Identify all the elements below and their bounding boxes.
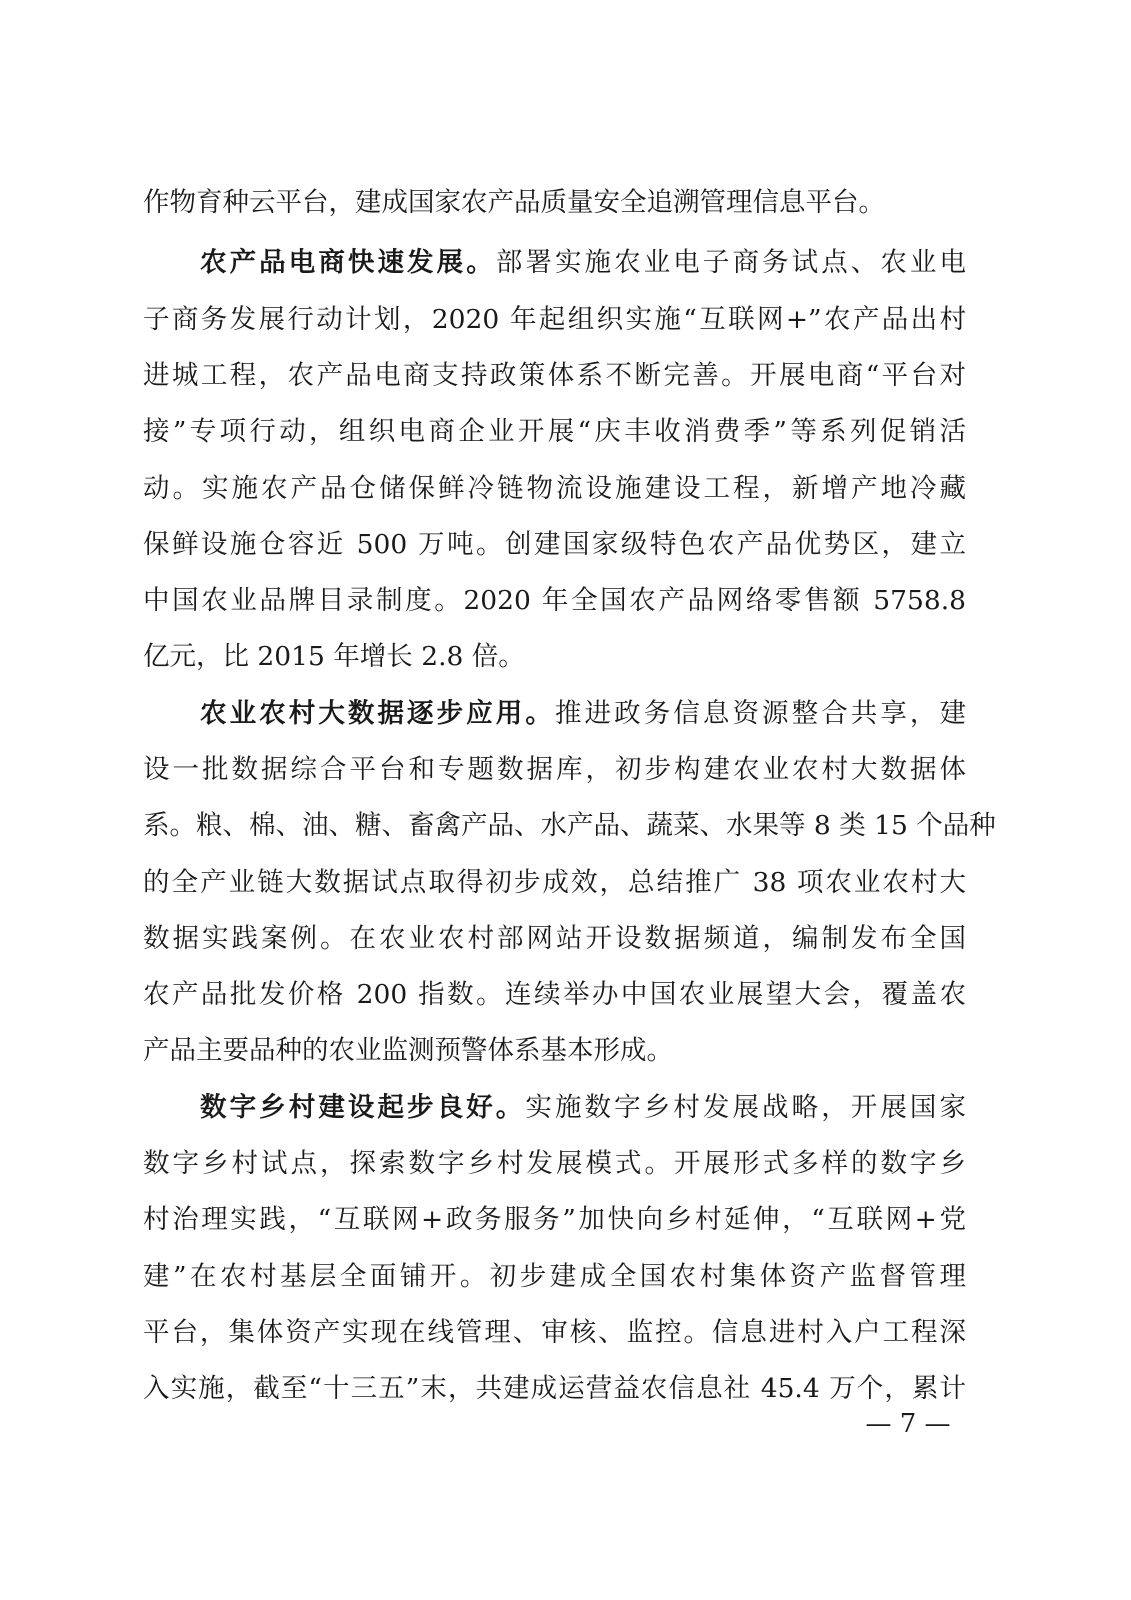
body-text-line: 建”在农村基层全面铺开。初步建成全国农村集体资产监督管理 <box>143 1261 966 1292</box>
body-text-line: 村治理实践，“互联网+政务服务”加快向乡村延伸，“互联网+党 <box>143 1204 966 1235</box>
section-first-line <box>200 240 966 286</box>
section-first-line <box>200 691 966 737</box>
body-text-line: 农产品批发价格 200 指数。连续举办中国农业展望大会，覆盖农 <box>143 979 966 1010</box>
body-text-line: 产品主要品种的农业监测预警体系基本形成。 <box>143 1035 673 1066</box>
section-lead-heading: 农产品电商快速发展。 <box>200 247 496 278</box>
body-text-line: 系。粮、棉、油、糖、畜禽产品、水产品、蔬菜、水果等 8 类 15 个品种 <box>143 810 996 841</box>
body-text-line: 设一批数据综合平台和专题数据库，初步构建农业农村大数据体 <box>143 754 966 785</box>
body-text-line: 子商务发展行动计划，2020 年起组织实施“互联网+”农产品出村 <box>143 304 966 335</box>
section-first-line-text: 推进政务信息资源整合共享，建 <box>554 698 967 729</box>
section-lead-heading: 农业农村大数据逐步应用。 <box>200 698 555 729</box>
body-text-line: 数据实践案例。在农业农村部网站开设数据频道，编制发布全国 <box>143 923 966 954</box>
body-text-line: 平台，集体资产实现在线管理、审核、监控。信息进村入户工程深 <box>143 1317 966 1348</box>
body-text-line: 亿元，比 2015 年增长 2.8 倍。 <box>143 641 525 672</box>
body-text-line: 接”专项行动，组织电商企业开展“庆丰收消费季”等系列促销活 <box>143 416 966 447</box>
body-text-line: 数字乡村试点，探索数字乡村发展模式。开展形式多样的数字乡 <box>143 1148 966 1179</box>
section-first-line-text: 实施数字乡村发展战略，开展国家 <box>525 1092 967 1123</box>
body-text-line: 进城工程，农产品电商支持政策体系不断完善。开展电商“平台对 <box>143 360 966 391</box>
page-number: — 7 — <box>865 1409 951 1439</box>
body-text-line: 中国农业品牌目录制度。2020 年全国农产品网络零售额 5758.8 <box>143 585 966 616</box>
section-first-line-text: 部署实施农业电子商务试点、农业电 <box>495 247 967 278</box>
section-lead-heading: 数字乡村建设起步良好。 <box>200 1092 526 1123</box>
body-text-line: 入实施，截至“十三五”末，共建成运营益农信息社 45.4 万个，累计 <box>143 1373 966 1404</box>
body-text-line: 保鲜设施仓容近 500 万吨。创建国家级特色农产品优势区，建立 <box>143 529 966 560</box>
body-text-line: 的全产业链大数据试点取得初步成效，总结推广 38 项农业农村大 <box>143 867 966 898</box>
body-text-line: 动。实施农产品仓储保鲜冷链物流设施建设工程，新增产地冷藏 <box>143 473 966 504</box>
section-first-line <box>200 1085 966 1131</box>
body-text-line: 作物育种云平台，建成国家农产品质量安全追溯管理信息平台。 <box>143 187 885 218</box>
